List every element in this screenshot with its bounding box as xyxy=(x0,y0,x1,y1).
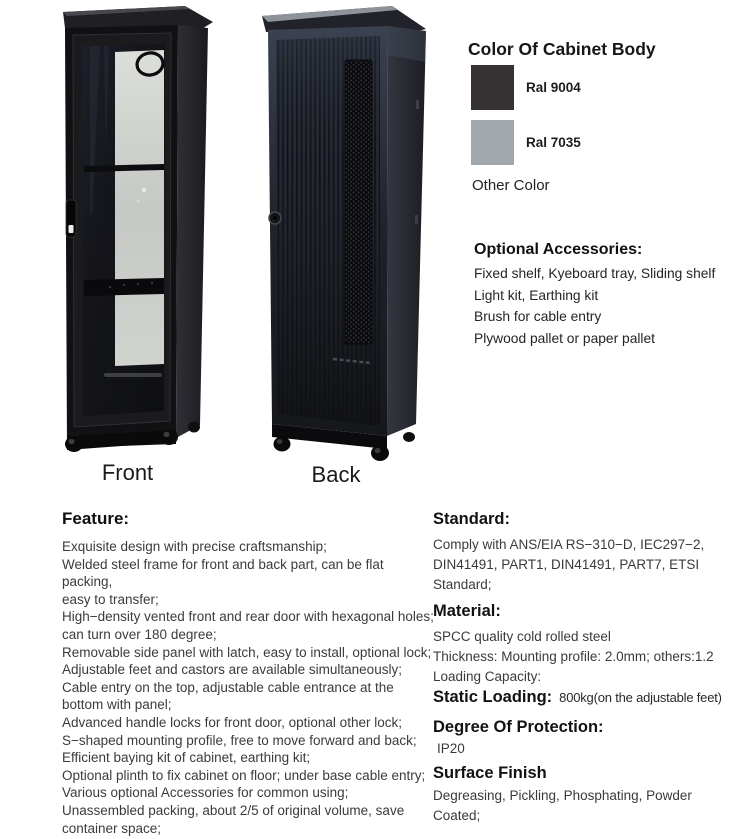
accessory-item: Plywood pallet or paper pallet xyxy=(474,330,656,346)
specs-section xyxy=(433,509,738,826)
spec-line: Comply with ANS/EIA RS−310−D, IEC297−2, xyxy=(433,537,705,552)
feature-title: Feature: xyxy=(62,509,130,528)
spec-standard-lines xyxy=(433,535,738,595)
back-cabinet-image xyxy=(250,0,428,462)
front-cabinet-image xyxy=(40,4,220,456)
feature-line: bottom with panel; xyxy=(62,697,172,713)
feature-section xyxy=(62,509,434,837)
spec-static-loading-title: Static Loading: xyxy=(433,688,553,706)
spec-line: IP20 xyxy=(437,741,465,756)
feature-line: Efficient baying kit of cabinet, earthing kit; xyxy=(62,750,311,766)
spec-protection-lines xyxy=(433,739,738,759)
feature-line: Various optional Accessories for common using; xyxy=(62,785,349,801)
spec-material-lines xyxy=(433,627,738,687)
feature-line: Cable entry on the top, adjustable cable entrance at the xyxy=(62,679,394,695)
spec-static-loading xyxy=(433,687,738,708)
feature-line: Exquisite design with precise craftsmanship; xyxy=(62,539,327,554)
spec-static-loading-value: 800kg(on the adjustable feet) xyxy=(559,690,722,705)
spec-line: DIN41491, PART1, DIN41491, PART7, ETSI xyxy=(433,557,700,572)
accessories-list xyxy=(474,263,750,349)
spec-line: Standard; xyxy=(433,577,492,592)
color-option-ral-7035 xyxy=(471,120,581,165)
other-color-label: Other Color xyxy=(472,177,550,194)
color-option-ral-9004 xyxy=(471,65,581,110)
feature-line: Removable side panel with latch, easy to install, optional lock; xyxy=(62,644,432,660)
feature-line: easy to transfer; xyxy=(62,591,159,607)
spec-surface-finish-lines xyxy=(433,786,738,826)
feature-line: S−shaped mounting profile, free to move forward and back; xyxy=(62,732,417,748)
accessory-item: Fixed shelf, Kyeboard tray, Sliding shelf xyxy=(474,266,716,281)
spec-surface-finish xyxy=(433,763,738,826)
accessory-item: Light kit, Earthing kit xyxy=(474,287,599,303)
feature-line: Optional plinth to fix cabinet on floor; under base cable entry; xyxy=(62,767,426,783)
back-caption: Back xyxy=(311,462,361,487)
spec-protection xyxy=(433,717,738,759)
spec-line: Degreasing, Pickling, Phosphating, Powder xyxy=(433,788,692,803)
front-caption: Front xyxy=(101,460,154,485)
color-swatch-ral-7035 xyxy=(471,120,514,165)
spec-line: Thickness: Mounting profile: 2.0mm; others:1.2 xyxy=(433,649,714,664)
feature-line: Advanced handle locks for front door, optional other lock; xyxy=(62,714,402,730)
spec-line: SPCC quality cold rolled steel xyxy=(433,629,611,644)
accessories-title: Optional Accessories: xyxy=(474,241,643,258)
spec-line: Coated; xyxy=(433,808,481,823)
color-section-title: Color Of Cabinet Body xyxy=(468,39,656,59)
feature-line: Welded steel frame for front and back part, can be flat packing, xyxy=(62,556,384,590)
color-swatch-ral-9004 xyxy=(471,65,514,110)
spec-protection-title: Degree Of Protection: xyxy=(433,718,604,736)
feature-line: Unassembled packing, about 2/5 of original volume, save xyxy=(62,802,405,818)
accessories-section xyxy=(474,240,750,349)
feature-list xyxy=(62,538,434,837)
spec-standard xyxy=(433,509,738,595)
accessory-item: Brush for cable entry xyxy=(474,309,602,324)
spec-material xyxy=(433,601,738,687)
spec-line: Loading Capacity: xyxy=(433,669,542,684)
feature-line: container space; xyxy=(62,820,162,836)
feature-line: can turn over 180 degree; xyxy=(62,626,217,642)
feature-line: High−density vented front and rear door with hexagonal holes; xyxy=(62,609,434,625)
spec-material-title: Material: xyxy=(433,602,501,620)
feature-line: Adjustable feet and castors are available simultaneously; xyxy=(62,662,402,678)
color-swatch-label-ral-7035: Ral 7035 xyxy=(526,135,581,150)
color-swatch-label-ral-9004: Ral 9004 xyxy=(526,80,581,95)
spec-standard-title: Standard: xyxy=(433,510,511,528)
spec-surface-finish-title: Surface Finish xyxy=(433,764,547,782)
